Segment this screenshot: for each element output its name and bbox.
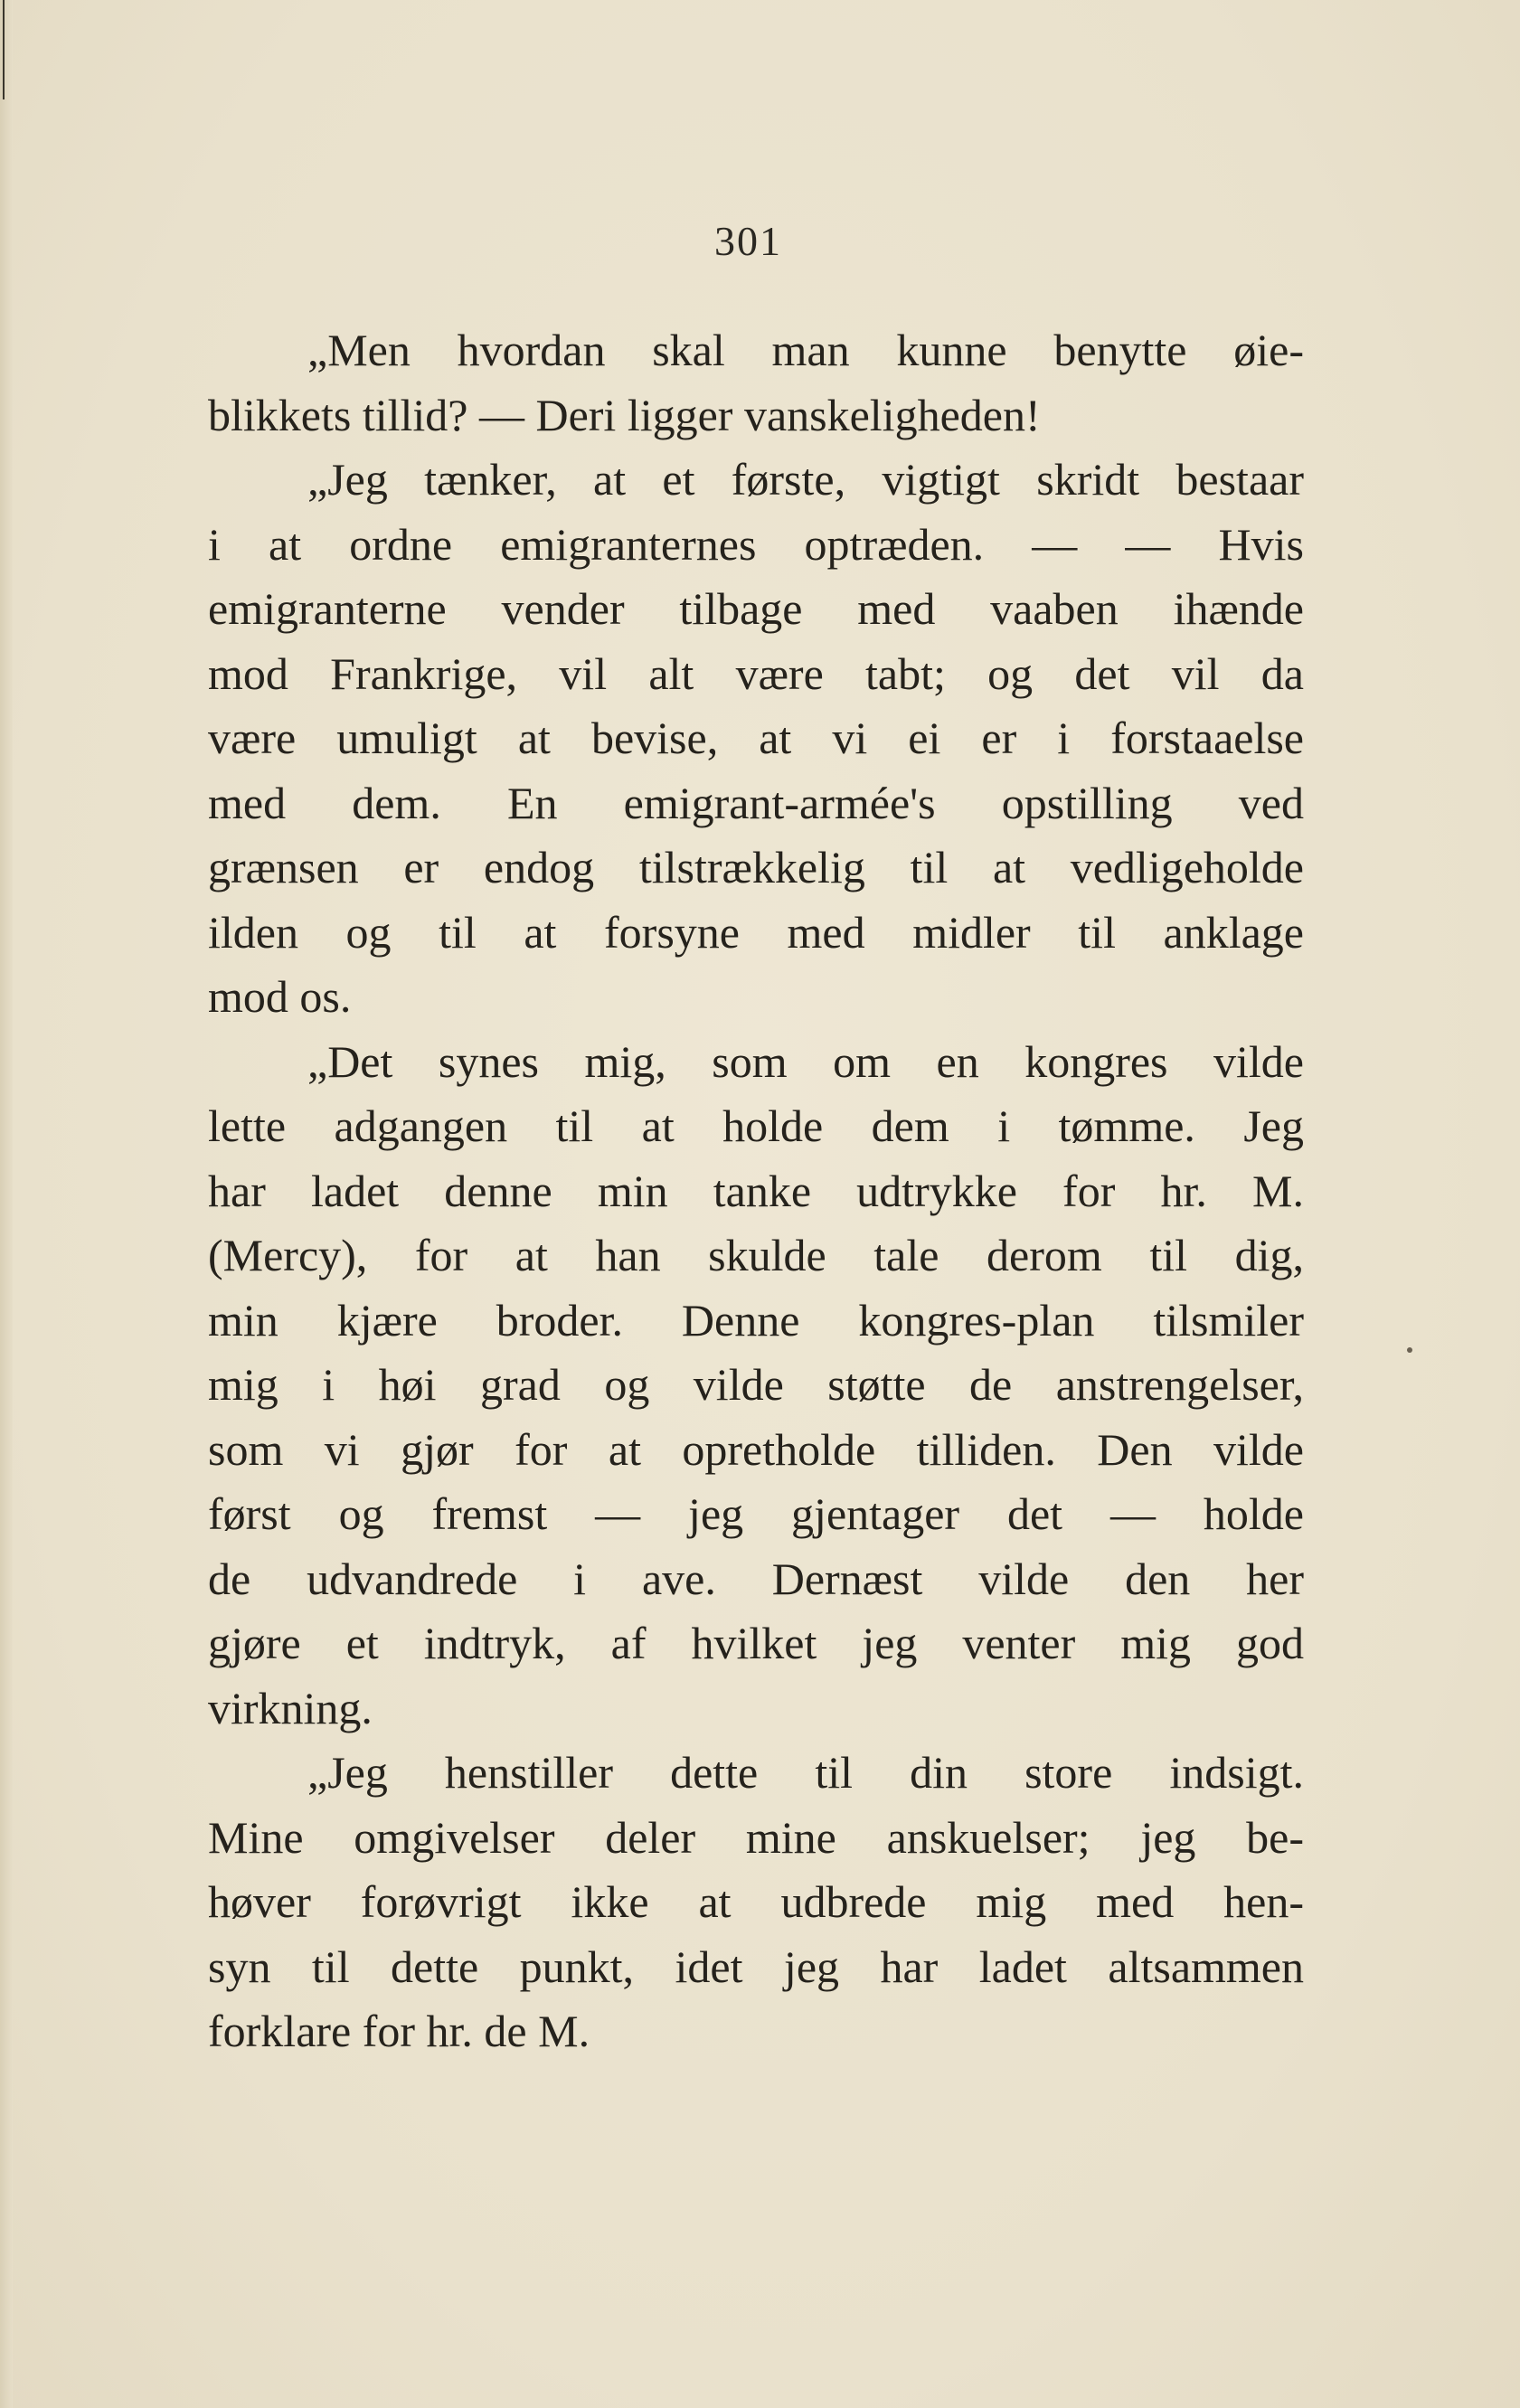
text-line: mig i høi grad og vilde støtte de anstrengelser, <box>208 1359 1304 1410</box>
binding-mark <box>3 0 5 99</box>
text-line: først og fremst — jeg gjentager det — holde <box>208 1488 1304 1539</box>
text-line: gjøre et indtryk, af hvilket jeg venter mig god <box>208 1618 1304 1668</box>
text-line: „Jeg henstiller dette til din store indsigt. <box>307 1747 1304 1798</box>
text-line: grænsen er endog tilstrækkelig til at vedligeholde <box>208 842 1304 892</box>
text-line: være umuligt at bevise, at vi ei er i forstaaelse <box>208 713 1304 763</box>
text-line: i at ordne emigranternes optræden. — — Hvis <box>208 518 1304 570</box>
text-line: blikkets tillid? — Deri ligger vanskeligheden! <box>208 389 1041 440</box>
text-line: forklare for hr. de M. <box>208 2006 590 2056</box>
text-line: har ladet denne min tanke udtrykke for hr. M. <box>208 1165 1304 1216</box>
text-line: ilden og til at forsyne med midler til anklage <box>208 906 1304 958</box>
text-line: de udvandrede i ave. Dernæst vilde den her <box>208 1553 1304 1604</box>
text-line: „Men hvordan skal man kunne benytte øie- <box>307 325 1304 375</box>
body-text <box>208 318 1304 2064</box>
text-line: Mine omgivelser deler mine anskuelser; jeg be- <box>208 1811 1304 1863</box>
text-line: emigranterne vender tilbage med vaaben ihænde <box>208 583 1304 634</box>
text-line: syn til dette punkt, idet jeg har ladet altsammen <box>208 1941 1304 1992</box>
text-line: lette adgangen til at holde dem i tømme. Jeg <box>208 1100 1304 1151</box>
text-line: virkning. <box>208 1682 373 1733</box>
text-line: mod os. <box>208 971 352 1022</box>
text-line: høver forøvrigt ikke at udbrede mig med hen- <box>208 1876 1304 1927</box>
page-number: 301 <box>714 218 782 264</box>
paper-speck <box>1407 1347 1412 1353</box>
text-line: mod Frankrige, vil alt være tabt; og det vil da <box>208 647 1304 699</box>
page-left-edge <box>0 0 13 2408</box>
text-line: som vi gjør for at opretholde tilliden. Den vilde <box>208 1423 1304 1475</box>
text-line: (Mercy), for at han skulde tale derom til dig, <box>208 1230 1304 1280</box>
text-line: med dem. En emigrant-armée's opstilling ved <box>208 777 1304 828</box>
text-line: min kjære broder. Denne kongres-plan tilsmiler <box>208 1294 1304 1346</box>
text-line: „Jeg tænker, at et første, vigtigt skridt bestaar <box>307 454 1304 505</box>
text-line: „Det synes mig, som om en kongres vilde <box>307 1035 1304 1087</box>
